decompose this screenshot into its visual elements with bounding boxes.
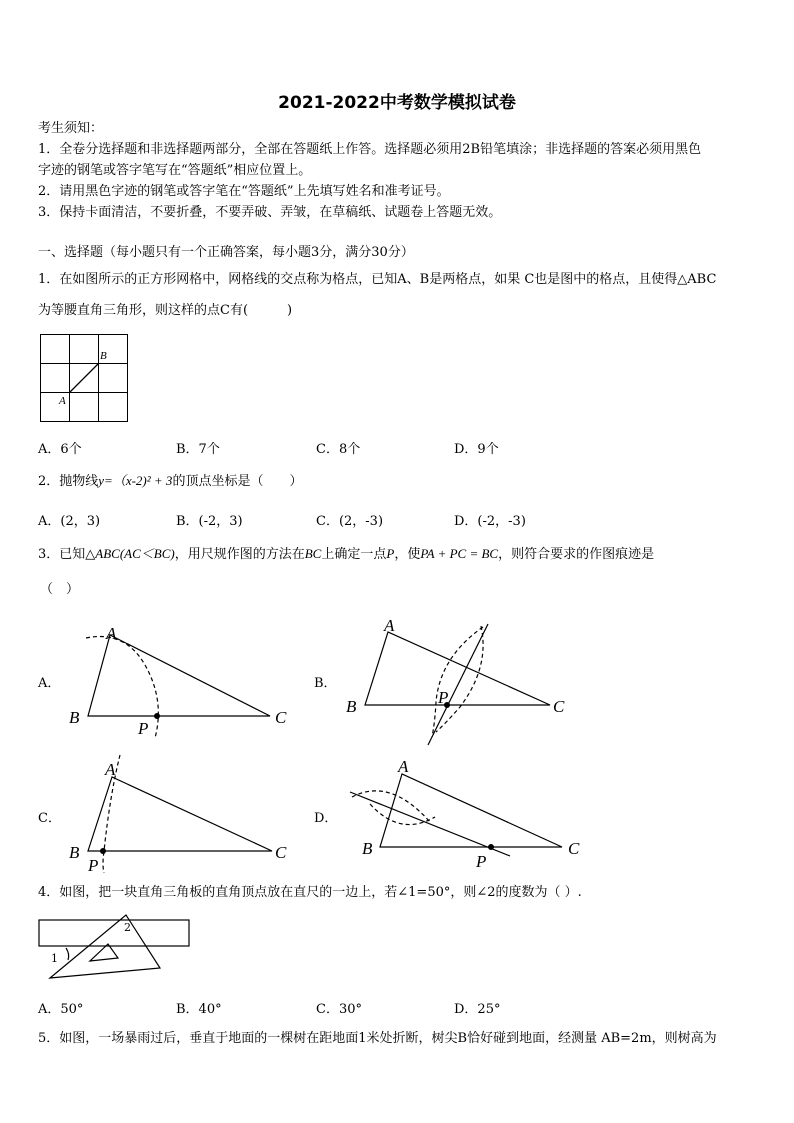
q1-label-b: B bbox=[100, 350, 107, 362]
q3-text-line2: （ ） bbox=[40, 582, 80, 597]
q3c-label-c: C bbox=[275, 843, 287, 862]
q3d-label-c: C bbox=[568, 839, 580, 858]
q1-label-a: A bbox=[59, 395, 66, 407]
q3c-label-a: A bbox=[105, 760, 116, 779]
q3-figure-b bbox=[340, 612, 580, 747]
q2-text bbox=[38, 472, 302, 491]
q3-text-a: 3．已知 bbox=[38, 547, 86, 562]
q4-text: 4．如图，把一块直角三角板的直角顶点放在直尺的一边上，若∠1=50°，则∠2的度数为（ ）. bbox=[38, 885, 582, 900]
q3d-label-b: B bbox=[362, 839, 373, 858]
q3b-label-p: P bbox=[438, 688, 449, 707]
q3-option-c[interactable]: C． bbox=[38, 811, 61, 826]
q3a-label-c: C bbox=[275, 708, 287, 727]
q2-option-a[interactable]: A．(2，3) bbox=[38, 514, 101, 529]
q2-option-b[interactable]: B．(-2，3) bbox=[176, 514, 243, 529]
q3-option-b[interactable]: B． bbox=[314, 676, 337, 691]
q3-p: P bbox=[386, 546, 395, 561]
q3a-label-a: A bbox=[106, 624, 117, 643]
q3b-label-a: A bbox=[384, 616, 395, 635]
q3d-label-p: P bbox=[476, 852, 487, 871]
q1-option-d[interactable]: D．9个 bbox=[454, 442, 499, 457]
notice-line-3: 3．保持卡面清洁，不要折叠，不要弄破、弄皱，在草稿纸、试题卷上答题无效。 bbox=[38, 205, 502, 220]
q1-grid-figure bbox=[40, 334, 130, 424]
q3-figure-d bbox=[340, 752, 590, 877]
q3b-label-c: C bbox=[553, 697, 565, 716]
q3-option-d[interactable]: D． bbox=[314, 811, 338, 826]
q3-text-d: ，使 bbox=[394, 547, 421, 562]
notice-heading: 考生须知： bbox=[38, 121, 104, 136]
q1-text-line2: 为等腰直角三角形，则这样的点C有( ) bbox=[38, 303, 293, 318]
q3a-label-b: B bbox=[69, 708, 80, 727]
q3-figure-a bbox=[60, 620, 300, 738]
q1-option-c[interactable]: C．8个 bbox=[316, 442, 361, 457]
q3c-label-p: P bbox=[88, 856, 99, 875]
q3b-label-b: B bbox=[346, 697, 357, 716]
q3d-label-a: A bbox=[398, 757, 409, 776]
q1-option-b[interactable]: B．7个 bbox=[176, 442, 220, 457]
exam-title: 2021-2022中考数学模拟试卷 bbox=[278, 93, 516, 113]
q4-angle-1: 1 bbox=[51, 952, 58, 965]
q3-text-b: ，用尺规作图的方法在 bbox=[174, 547, 305, 562]
q2-formula: y=（x-2)² + 3 bbox=[98, 473, 173, 488]
q2-option-c[interactable]: C．(2，-3) bbox=[316, 514, 384, 529]
q4-option-d[interactable]: D．25° bbox=[454, 1002, 501, 1017]
q3a-label-p: P bbox=[138, 719, 149, 738]
q3-bc: BC bbox=[304, 546, 322, 561]
q5-text: 5．如图，一场暴雨过后，垂直于地面的一棵树在距地面1米处折断，树尖B恰好碰到地面，经测量 AB=2m，则树高为 bbox=[38, 1031, 717, 1046]
q1-option-a[interactable]: A．6个 bbox=[38, 442, 82, 457]
q3-triangle: △ABC(AC＜BC) bbox=[85, 546, 175, 561]
notice-line-2: 2．请用黑色字迹的钢笔或答字笔在“答题纸”上先填写姓名和准考证号。 bbox=[38, 184, 450, 199]
q2-option-d[interactable]: D．(-2，-3) bbox=[454, 514, 526, 529]
q4-figure bbox=[38, 912, 198, 984]
q4-option-b[interactable]: B．40° bbox=[176, 1002, 222, 1017]
q4-option-a[interactable]: A．50° bbox=[38, 1002, 84, 1017]
ruler-shape bbox=[39, 920, 189, 946]
q2-suffix: 的顶点坐标是（ ） bbox=[172, 474, 303, 489]
section-heading: 一、选择题（每小题只有一个正确答案，每小题3分，满分30分） bbox=[38, 245, 414, 260]
notice-line-1b: 字迹的钢笔或答字笔写在“答题纸”相应位置上。 bbox=[38, 163, 312, 178]
q3-option-a[interactable]: A． bbox=[38, 676, 61, 691]
q3-figure-c bbox=[60, 755, 300, 880]
q3-text-line1 bbox=[38, 545, 654, 564]
notice-line-1: 1．全卷分选择题和非选择题两部分，全部在答题纸上作答。选择题必须用2B铅笔填涂；非选择题的答案必须用黑色 bbox=[38, 142, 702, 157]
q3-text-c: 上确定一点 bbox=[321, 547, 387, 562]
q3c-label-b: B bbox=[69, 843, 80, 862]
q2-prefix: 2．抛物线 bbox=[38, 474, 99, 489]
q4-option-c[interactable]: C．30° bbox=[316, 1002, 362, 1017]
q1-text-line1: 1．在如图所示的正方形网格中，网格线的交点称为格点，已知A、B是两格点，如果 C也是图中的格点，且使得△ABC bbox=[38, 272, 717, 287]
q3-equation: PA + PC = BC bbox=[420, 546, 499, 561]
q4-angle-2: 2 bbox=[124, 921, 131, 934]
q3-text-e: ，则符合要求的作图痕迹是 bbox=[498, 547, 655, 562]
